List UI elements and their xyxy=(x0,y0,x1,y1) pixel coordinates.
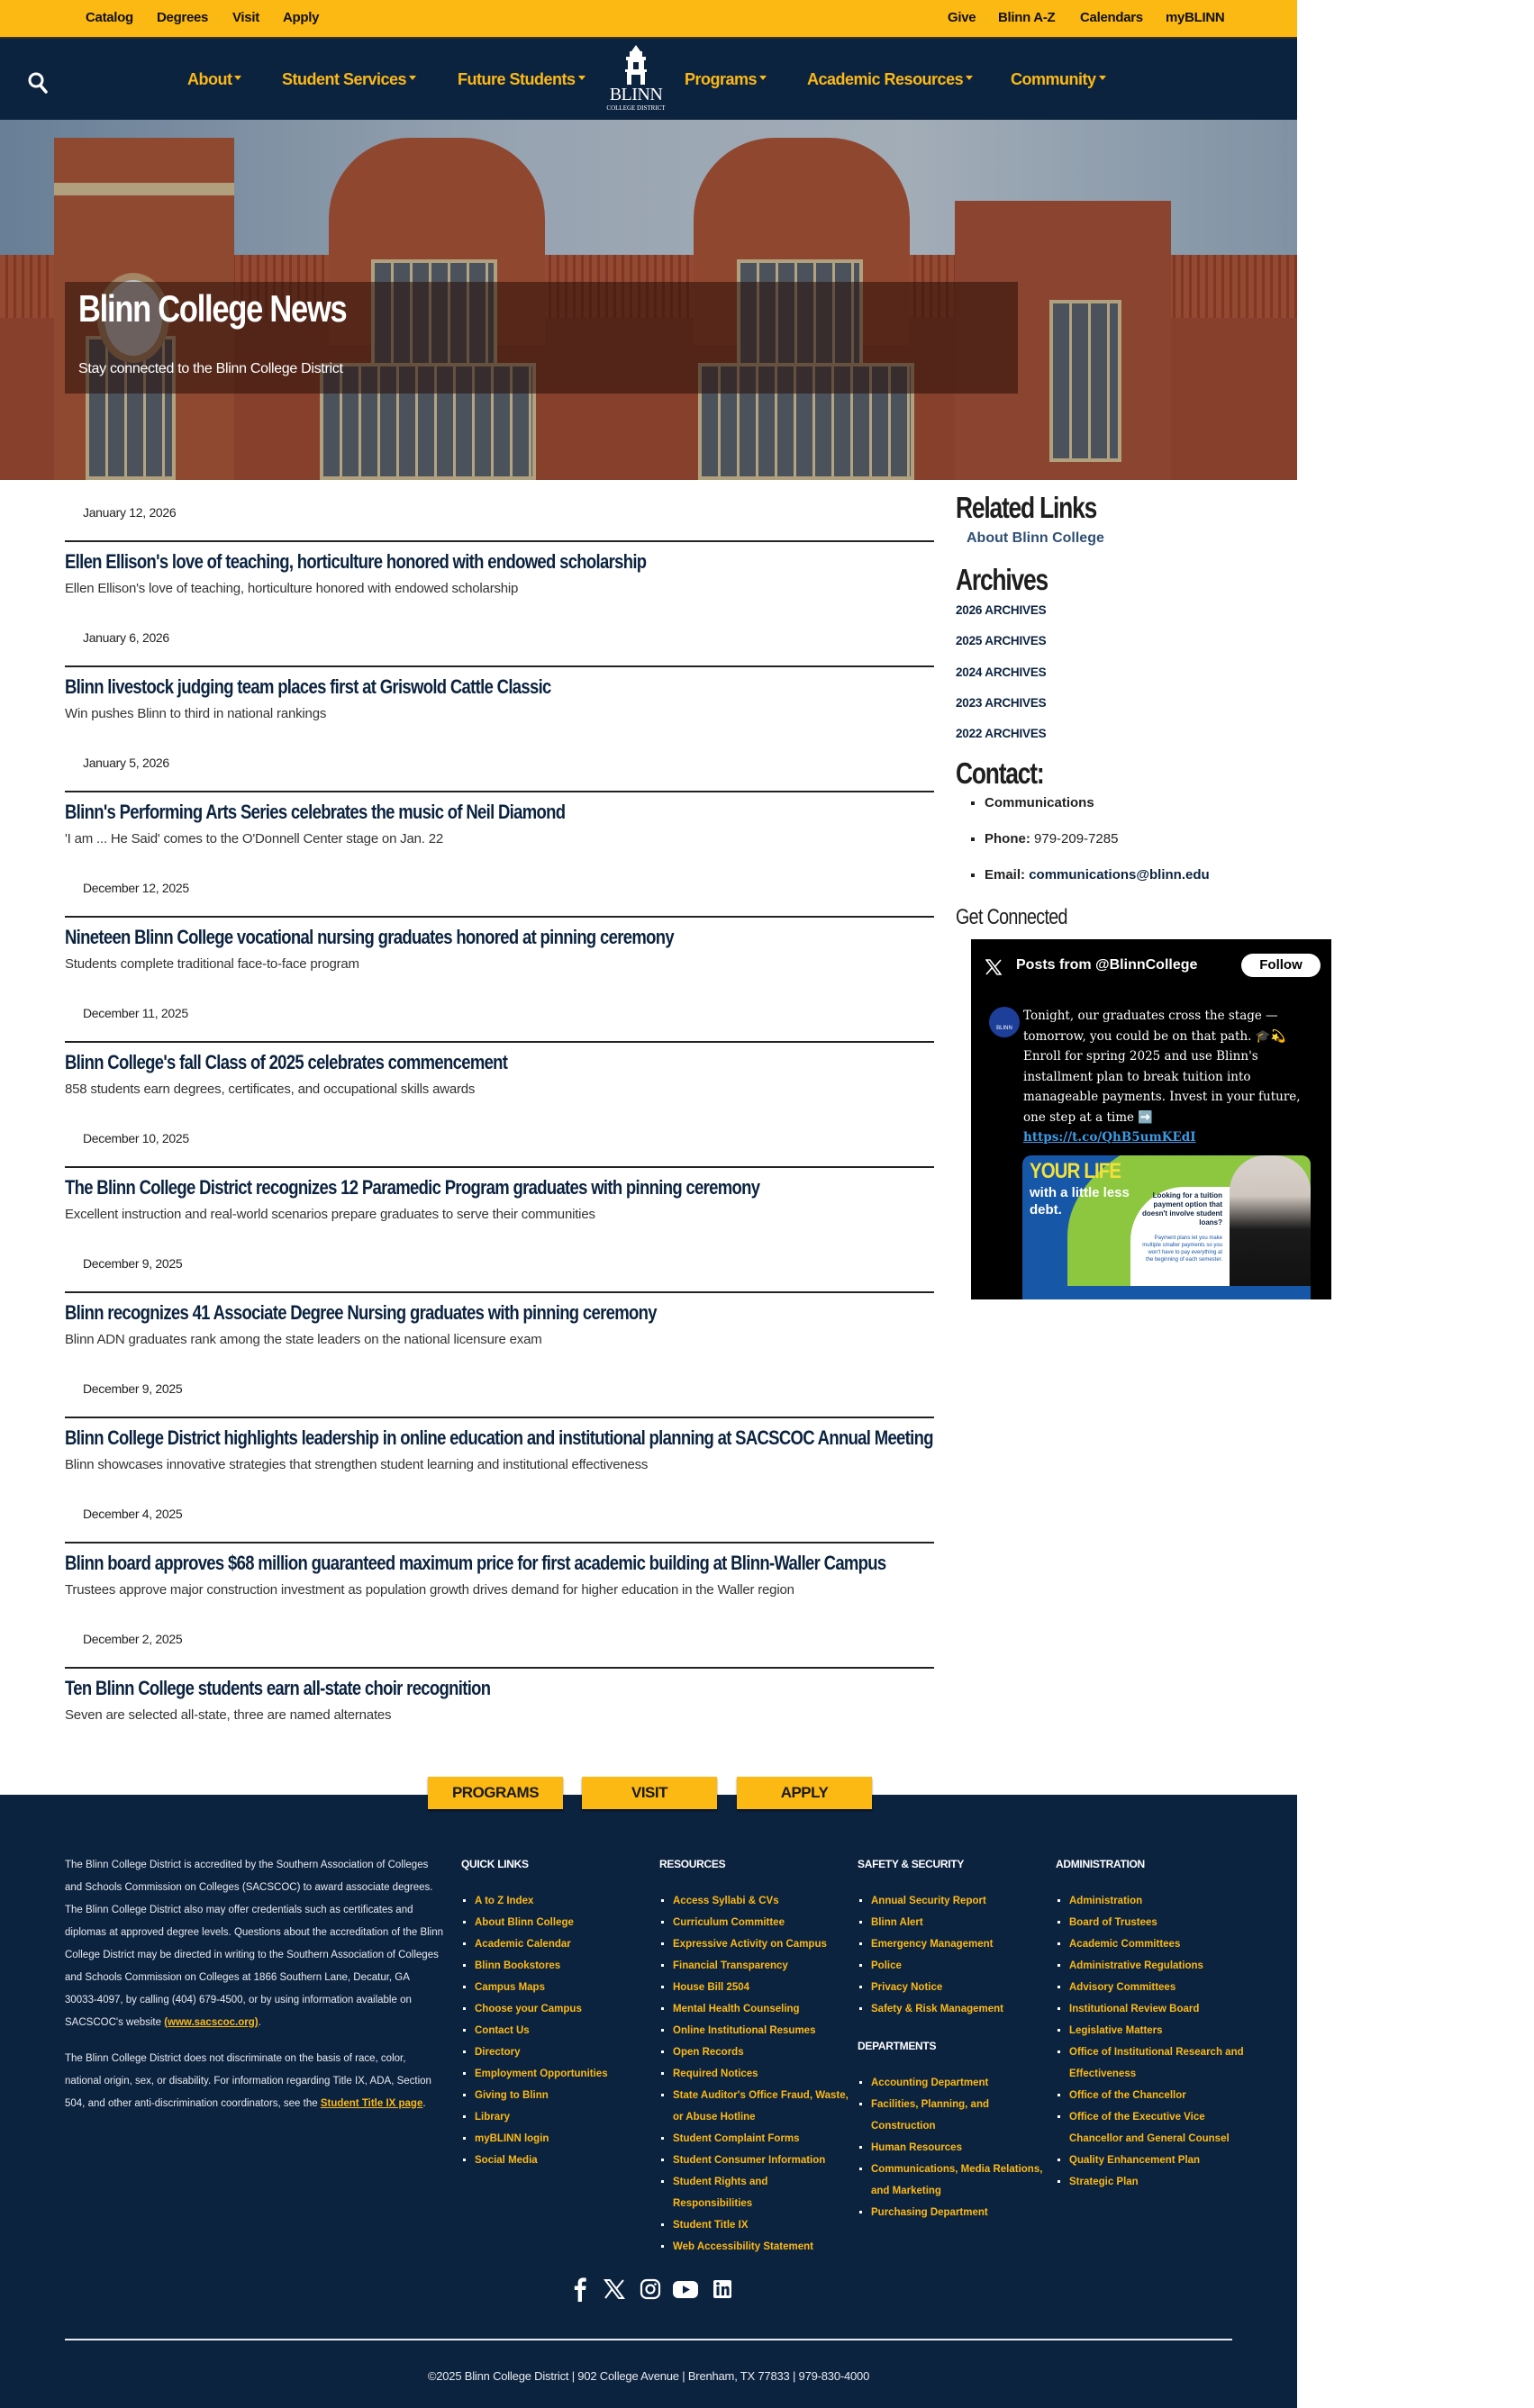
news-item xyxy=(65,1231,934,1356)
nav-future-students[interactable]: Future Students xyxy=(458,70,585,89)
nav-academic-resources[interactable]: Academic Resources xyxy=(807,70,973,89)
archive-link-2022[interactable]: 2022 ARCHIVES xyxy=(956,727,1047,740)
footer-link[interactable]: Web Accessibility Statement xyxy=(673,2241,813,2252)
news-date: December 9, 2025 xyxy=(83,1256,183,1271)
news-title-link[interactable]: Blinn board approves $68 million guaranteed maximum price for first academic building at Blinn-Waller Campus xyxy=(65,1552,886,1574)
footer-link[interactable]: Mental Health Counseling xyxy=(673,2004,800,2014)
twitter-header: Posts from @BlinnCollege xyxy=(1016,957,1198,973)
footer-link[interactable]: Contact Us xyxy=(475,2025,530,2036)
divider xyxy=(65,1041,934,1043)
news-summary: Students complete traditional face-to-face program xyxy=(65,956,359,972)
news-summary: Blinn showcases innovative strategies that strengthen student learning and institutional effectiveness xyxy=(65,1457,649,1472)
news-item xyxy=(65,1106,934,1231)
contact-email: ▪ Email: communications@blinn.edu xyxy=(985,867,1210,903)
copyright: ©2025 Blinn College District | 902 College Avenue | Brenham, TX 77833 | 979-830-4000 xyxy=(427,2369,870,2383)
nav-student-services[interactable]: Student Services xyxy=(282,70,416,89)
divider xyxy=(65,1291,934,1293)
footer-link[interactable]: State Auditor's Office Fraud, Waste, or Abuse Hotline xyxy=(673,2090,849,2123)
contact-phone: ▪ Phone: 979-209-7285 xyxy=(985,831,1210,867)
news-date: January 5, 2026 xyxy=(83,756,169,770)
x-icon[interactable] xyxy=(604,2277,625,2302)
news-title-link[interactable]: Blinn livestock judging team places first at Griswold Cattle Classic xyxy=(65,675,551,698)
caret-down-icon xyxy=(966,76,973,80)
footer-link[interactable]: About Blinn College xyxy=(475,1917,574,1928)
tower-icon xyxy=(618,45,654,85)
footer-link[interactable]: Employment Opportunities xyxy=(475,2069,608,2079)
footer-link[interactable]: Online Institutional Resumes xyxy=(673,2025,816,2036)
news-title-link[interactable]: Blinn recognizes 41 Associate Degree Nursing graduates with pinning ceremony xyxy=(65,1301,657,1324)
related-link-about[interactable]: About Blinn College xyxy=(967,530,1104,546)
footer-link[interactable]: A to Z Index xyxy=(475,1896,534,1906)
news-date: December 10, 2025 xyxy=(83,1131,189,1145)
footer-link[interactable]: Academic Calendar xyxy=(475,1939,571,1950)
news-item xyxy=(65,1481,934,1607)
news-item xyxy=(65,981,934,1106)
caret-down-icon xyxy=(234,76,241,80)
divider xyxy=(65,916,934,918)
footer-link[interactable]: Student Consumer Information xyxy=(673,2155,826,2166)
site-footer xyxy=(0,1795,1297,2408)
footer-link[interactable]: Institutional Review Board xyxy=(1069,2004,1200,2014)
accreditation-text xyxy=(65,1854,443,2129)
footer-link[interactable]: Quality Enhancement Plan xyxy=(1069,2155,1201,2166)
news-title-link[interactable]: Ellen Ellison's love of teaching, horticulture honored with endowed scholarship xyxy=(65,550,647,573)
linkedin-icon[interactable] xyxy=(712,2277,733,2302)
footer-quick-links xyxy=(461,1854,650,2171)
footer-link[interactable]: Annual Security Report xyxy=(871,1896,986,1906)
footer-link[interactable]: Office of the Chancellor xyxy=(1069,2090,1186,2101)
news-summary: Win pushes Blinn to third in national rankings xyxy=(65,706,327,721)
archive-link-2026[interactable]: 2026 ARCHIVES xyxy=(956,603,1047,617)
news-item xyxy=(65,730,934,855)
footer-link[interactable]: Purchasing Department xyxy=(871,2207,988,2218)
footer-link[interactable]: Financial Transparency xyxy=(673,1960,788,1971)
email-link[interactable]: communications@blinn.edu xyxy=(1029,867,1210,883)
footer-link[interactable]: Blinn Bookstores xyxy=(475,1960,561,1971)
topbar-link-visit[interactable]: Visit xyxy=(232,10,259,25)
main-navbar xyxy=(0,39,1297,120)
promo-person xyxy=(1230,1155,1311,1290)
facebook-icon[interactable] xyxy=(569,2277,591,2302)
get-connected-heading: Get Connected xyxy=(956,905,1067,929)
avatar[interactable]: BLINN xyxy=(989,1007,1020,1037)
tweet-image[interactable] xyxy=(1022,1155,1311,1299)
news-summary: Excellent instruction and real-world scenarios prepare graduates to serve their communities xyxy=(65,1207,595,1222)
news-item xyxy=(65,855,934,981)
nav-about[interactable]: About xyxy=(187,70,241,89)
news-date: December 2, 2025 xyxy=(83,1632,183,1646)
footer-heading: SAFETY & SECURITY xyxy=(858,1858,965,1870)
archive-link-2024[interactable]: 2024 ARCHIVES xyxy=(956,665,1047,679)
footer-link[interactable]: House Bill 2504 xyxy=(673,1982,750,1993)
footer-link[interactable]: Communications, Media Relations, and Marketing xyxy=(871,2164,1043,2196)
twitter-timeline-embed[interactable] xyxy=(971,939,1331,1299)
footer-link[interactable]: Academic Committees xyxy=(1069,1939,1181,1950)
contact-heading: Contact: xyxy=(956,756,1044,790)
follow-button[interactable]: Follow xyxy=(1241,954,1321,977)
topbar-link-blinn-az[interactable]: Blinn A-Z xyxy=(998,10,1056,25)
search-icon[interactable] xyxy=(27,71,49,95)
related-links-heading: Related Links xyxy=(956,491,1097,524)
news-summary: Blinn ADN graduates rank among the state leaders on the national licensure exam xyxy=(65,1332,542,1347)
footer-link[interactable]: Privacy Notice xyxy=(871,1982,943,1993)
caret-down-icon xyxy=(578,76,585,80)
topbar-link-calendars[interactable]: Calendars xyxy=(1080,10,1143,25)
main-content xyxy=(0,480,1303,1795)
news-date: December 9, 2025 xyxy=(83,1381,183,1396)
divider xyxy=(65,1417,934,1418)
news-title-link[interactable]: Ten Blinn College students earn all-state choir recognition xyxy=(65,1677,491,1699)
hero-tagline: Stay connected to the Blinn College District xyxy=(78,361,343,376)
footer-link[interactable]: Board of Trustees xyxy=(1069,1917,1157,1928)
footer-heading: ADMINISTRATION xyxy=(1056,1858,1145,1870)
footer-link[interactable]: Administrative Regulations xyxy=(1069,1960,1203,1971)
divider xyxy=(65,1542,934,1543)
news-item xyxy=(65,605,934,730)
footer-link[interactable]: Police xyxy=(871,1960,902,1971)
footer-link[interactable]: Directory xyxy=(475,2047,521,2058)
topbar-link-catalog[interactable]: Catalog xyxy=(86,10,133,25)
footer-link[interactable]: Library xyxy=(475,2112,510,2123)
topbar-link-degrees[interactable]: Degrees xyxy=(157,10,209,25)
news-item xyxy=(65,1607,934,1732)
caret-down-icon xyxy=(1099,76,1106,80)
caret-down-icon xyxy=(759,76,767,80)
footer-link[interactable]: Student Complaint Forms xyxy=(673,2133,800,2144)
caret-down-icon xyxy=(409,76,416,80)
blinn-logo[interactable] xyxy=(605,45,667,113)
news-summary: Seven are selected all-state, three are named alternates xyxy=(65,1707,392,1723)
footer-link[interactable]: Advisory Committees xyxy=(1069,1982,1176,1993)
footer-link[interactable]: Choose your Campus xyxy=(475,2004,582,2014)
promo-question: Looking for a tuition payment option that doesn't involve student loans? xyxy=(1141,1191,1222,1227)
tweet-link[interactable]: https://t.co/QhB5umKEdI xyxy=(1023,1130,1196,1145)
topbar-link-give[interactable]: Give xyxy=(948,10,976,25)
news-title-link[interactable]: Blinn College District highlights leadership in online education and institutional planning at SACSCOC Annual Meeting xyxy=(65,1426,933,1449)
logo-wordmark: BLINN xyxy=(609,85,663,104)
news-summary: Trustees approve major construction investment as population growth drives demand for higher education in the Waller region xyxy=(65,1582,794,1598)
footer-link[interactable]: Strategic Plan xyxy=(1069,2177,1139,2187)
nondiscrimination-paragraph: The Blinn College District does not discriminate on the basis of race, color, national origin, sex, or disability. For information regarding Title IX, ADA, Section 504, and other anti-discrimination coordinators, see the Student Title IX page. xyxy=(65,2053,431,2109)
archive-link-2023[interactable]: 2023 ARCHIVES xyxy=(956,696,1047,710)
promo-headline: YOUR LIFE xyxy=(1030,1159,1121,1183)
sacscoc-link[interactable]: (www.sacscoc.org) xyxy=(164,2017,259,2028)
news-date: December 12, 2025 xyxy=(83,881,189,895)
topbar-link-myblinn[interactable]: myBLINN xyxy=(1166,10,1225,25)
footer-link[interactable]: Administration xyxy=(1069,1896,1143,1906)
divider xyxy=(65,540,934,542)
promo-body: Payment plans let you make multiple smaller payments so you won't have to pay everything at the beginning of each semester. xyxy=(1142,1236,1222,1263)
footer-link[interactable]: Human Resources xyxy=(871,2142,962,2153)
news-date: January 6, 2026 xyxy=(83,630,169,645)
footer-link[interactable]: Required Notices xyxy=(673,2069,758,2079)
utility-bar xyxy=(0,0,1297,39)
footer-divider xyxy=(65,2339,1232,2340)
footer-link[interactable]: Facilities, Planning, and Construction xyxy=(871,2099,989,2132)
instagram-icon[interactable] xyxy=(640,2277,661,2302)
accreditation-paragraph: The Blinn College District is accredited by the Southern Association of Colleges and Schools Commission on Colleges (SACSCOC) to award associate degrees. The Blinn College District also may offer credentials such as certificates and diplomas at approved degree levels. Questions about the accreditation of the Blinn College District may be directed in writing to the Southern Association of Colleges and Schools Commission on Colleges at 1866 Southern Lane, Decatur, GA 30033-4097, by calling (404) 679-4500, or by using information available on SACSCOC's website (www.sacscoc.org). xyxy=(65,1860,444,2028)
footer-link[interactable]: Giving to Blinn xyxy=(475,2090,549,2101)
footer-link[interactable]: Expressive Activity on Campus xyxy=(673,1939,827,1950)
news-item xyxy=(65,480,934,605)
visit-button[interactable]: VISIT xyxy=(582,1777,717,1809)
nav-community[interactable]: Community xyxy=(1011,70,1106,89)
footer-link[interactable]: myBLINN login xyxy=(475,2133,549,2144)
footer-link[interactable]: Office of Institutional Research and Effectiveness xyxy=(1069,2047,1244,2079)
promo-footer xyxy=(1022,1286,1311,1299)
divider xyxy=(65,665,934,667)
footer-link[interactable]: Emergency Management xyxy=(871,1939,994,1950)
news-summary: 'I am ... He Said' comes to the O'Donnell Center stage on Jan. 22 xyxy=(65,831,443,846)
title-ix-link[interactable]: Student Title IX page xyxy=(320,2098,423,2109)
footer-heading: RESOURCES xyxy=(659,1858,726,1870)
page-title: Blinn College News xyxy=(78,287,347,330)
footer-link[interactable]: Office of the Executive Vice Chancellor and General Counsel xyxy=(1069,2112,1230,2144)
footer-link[interactable]: Student Title IX xyxy=(673,2220,749,2231)
news-title-link[interactable]: Blinn's Performing Arts Series celebrates the music of Neil Diamond xyxy=(65,801,566,823)
hero-banner xyxy=(0,120,1297,480)
footer-resources xyxy=(659,1854,849,2258)
nav-programs[interactable]: Programs xyxy=(685,70,767,89)
programs-button[interactable]: PROGRAMS xyxy=(428,1777,563,1809)
archives-heading: Archives xyxy=(956,563,1048,596)
footer-link[interactable]: Campus Maps xyxy=(475,1982,545,1993)
news-title-link[interactable]: Nineteen Blinn College vocational nursing graduates honored at pinning ceremony xyxy=(65,926,674,948)
x-logo-icon xyxy=(985,959,1002,975)
news-item xyxy=(65,1356,934,1481)
contact-list xyxy=(985,795,1210,903)
logo-subtitle: COLLEGE DISTRICT xyxy=(606,104,666,112)
footer-heading: QUICK LINKS xyxy=(461,1858,529,1870)
news-date: January 12, 2026 xyxy=(83,505,177,520)
footer-link[interactable]: Curriculum Committee xyxy=(673,1917,785,1928)
divider xyxy=(65,1667,934,1669)
footer-link[interactable]: Blinn Alert xyxy=(871,1917,923,1928)
footer-link[interactable]: Access Syllabi & CVs xyxy=(673,1896,779,1906)
promo-subheadline: with a little less debt. xyxy=(1030,1185,1130,1218)
contact-department: ▪ Communications xyxy=(985,795,1210,831)
footer-link[interactable]: Accounting Department xyxy=(871,2078,989,2088)
divider xyxy=(65,791,934,792)
footer-link[interactable]: Safety & Risk Management xyxy=(871,2004,1003,2014)
youtube-icon[interactable] xyxy=(672,2277,699,2302)
tweet-text: Tonight, our graduates cross the stage — tomorrow, you could be on that path. 🎓💫 Enroll for spring 2025 and use Blinn's installment plan to break tuition into manageable payments. Invest in your future, one step at a time ➡️ https://t.co/QhB5umKEdI xyxy=(1023,1006,1312,1148)
footer-link[interactable]: Legislative Matters xyxy=(1069,2025,1163,2036)
news-summary: 858 students earn degrees, certificates, and occupational skills awards xyxy=(65,1082,476,1097)
footer-link[interactable]: Student Rights and Responsibilities xyxy=(673,2177,768,2209)
footer-heading: DEPARTMENTS xyxy=(858,2040,937,2052)
cta-buttons xyxy=(0,1777,1297,1813)
news-title-link[interactable]: The Blinn College District recognizes 12 Paramedic Program graduates with pinning ceremony xyxy=(65,1176,760,1199)
news-summary: Ellen Ellison's love of teaching, horticulture honored with endowed scholarship xyxy=(65,581,519,596)
footer-safety xyxy=(858,1854,1047,2223)
divider xyxy=(65,1166,934,1168)
apply-button[interactable]: APPLY xyxy=(737,1777,872,1809)
news-date: December 11, 2025 xyxy=(83,1006,188,1020)
footer-link[interactable]: Social Media xyxy=(475,2155,538,2166)
footer-link[interactable]: Open Records xyxy=(673,2047,744,2058)
archive-link-2025[interactable]: 2025 ARCHIVES xyxy=(956,634,1047,647)
footer-administration xyxy=(1056,1854,1245,2193)
news-title-link[interactable]: Blinn College's fall Class of 2025 celebrates commencement xyxy=(65,1051,508,1073)
news-date: December 4, 2025 xyxy=(83,1507,183,1521)
topbar-link-apply[interactable]: Apply xyxy=(283,10,320,25)
